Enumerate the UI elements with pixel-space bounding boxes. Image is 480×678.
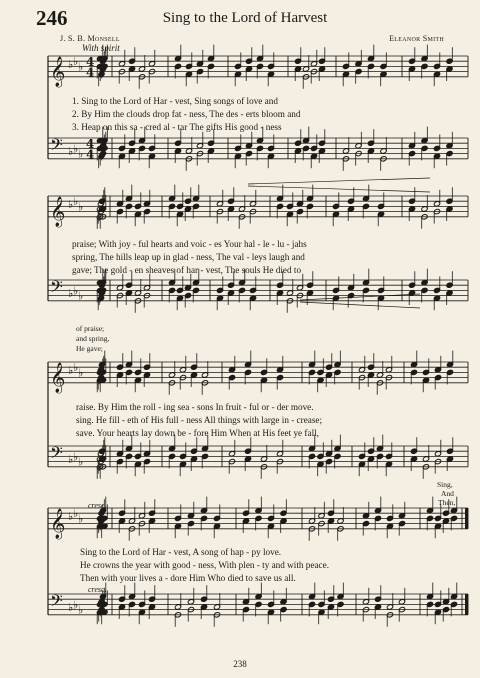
flat-icon: ♭ [73, 142, 79, 156]
lyric-line: Sing to the Lord of Har - vest, A song of hap - py love. [80, 547, 282, 557]
flat-icon: ♭ [78, 289, 84, 303]
lyric-line: 2. By Him the clouds drop fat - ness, The des - erts bloom and [72, 109, 301, 119]
lyric-line: He crowns the year with good - ness, With plen - ty and with peace. [80, 560, 329, 570]
bass-clef-icon: 𝄢 [50, 590, 63, 615]
lyric-line: gave; The gold - en sheaves of har - vest, The souls He died to [72, 265, 302, 275]
flat-icon: ♭ [73, 361, 79, 375]
lyric-line: spring, The hills leap up in glad - ness, The val - leys laugh and [72, 252, 305, 262]
lyric-line: 3. Heap on this sa - cred al - tar The gifts His good - ness [72, 122, 282, 132]
side-note: He gave; [76, 344, 103, 353]
time-signature: 4 [86, 136, 95, 151]
flat-icon: ♭ [73, 598, 79, 612]
flat-icon: ♭ [78, 147, 84, 161]
hymn-number: 246 [36, 6, 68, 30]
flat-icon: ♭ [73, 507, 79, 521]
crescendo-hairpin [248, 186, 430, 192]
flat-icon: ♭ [68, 57, 74, 71]
crescendo-marking: cresc. [88, 501, 107, 510]
treble-clef-icon: 𝄞 [50, 56, 66, 87]
flat-icon: ♭ [68, 287, 74, 300]
flat-icon: ♭ [68, 145, 74, 158]
flat-icon: ♭ [78, 60, 84, 74]
final-barline [465, 594, 468, 615]
lyric-line: 1. Sing to the Lord of Har - vest, Sing songs of love and [72, 96, 278, 106]
treble-clef-icon: 𝄞 [50, 508, 66, 539]
flat-icon: ♭ [78, 603, 84, 617]
tempo-marking: With spirit [82, 43, 120, 53]
flat-icon: ♭ [68, 197, 74, 211]
side-note: Then, [438, 498, 456, 507]
treble-clef-icon: 𝄞 [50, 196, 66, 227]
flat-icon: ♭ [73, 55, 79, 69]
lyricist-credit: J. S. B. Monsell [60, 34, 120, 43]
treble-clef-icon: 𝄞 [50, 362, 66, 393]
lyric-line: raise. By Him the roll - ing sea - sons In fruit - ful or - der move. [76, 402, 314, 412]
bass-clef-icon: 𝄢 [50, 134, 63, 159]
side-note: Sing, [437, 480, 453, 489]
flat-icon: ♭ [78, 366, 84, 380]
side-note: and spring, [76, 334, 110, 343]
flat-icon: ♭ [78, 512, 84, 526]
side-note: of praise; [76, 324, 105, 333]
bass-clef-icon: 𝄢 [50, 442, 63, 467]
crescendo-marking: cresc. [88, 585, 107, 594]
final-barline [465, 508, 468, 529]
side-note: And [441, 489, 454, 498]
hymn-title: Sing to the Lord of Harvest [162, 10, 328, 26]
flat-icon: ♭ [68, 363, 74, 377]
flat-icon: ♭ [78, 455, 84, 469]
composer-credit: Eleanor Smith [389, 34, 444, 43]
flat-icon: ♭ [68, 509, 74, 523]
flat-icon: ♭ [73, 450, 79, 464]
flat-icon: ♭ [68, 601, 74, 614]
lyric-line: praise; With joy - ful hearts and voic - es Your hal - le - lu - jahs [72, 239, 307, 249]
crescendo-hairpin [300, 302, 420, 308]
time-signature: 4 [86, 65, 95, 80]
bass-clef-icon: 𝄢 [50, 276, 63, 301]
flat-icon: ♭ [73, 195, 79, 209]
time-signature: 4 [86, 147, 95, 162]
lyric-line: sing. He fill - eth of His full - ness All things with large in - crease; [76, 415, 323, 425]
crescendo-hairpin [248, 178, 430, 184]
flat-icon: ♭ [73, 284, 79, 298]
flat-icon: ♭ [68, 453, 74, 466]
flat-icon: ♭ [78, 200, 84, 214]
page-number: 238 [233, 659, 247, 669]
time-signature: 4 [86, 54, 95, 69]
lyric-line: Then with your lives a - dore Him Who died to save us all. [80, 573, 296, 583]
lyric-line: save. Your hearts lay down be - fore Him When at His feet ye fall, [76, 428, 319, 438]
